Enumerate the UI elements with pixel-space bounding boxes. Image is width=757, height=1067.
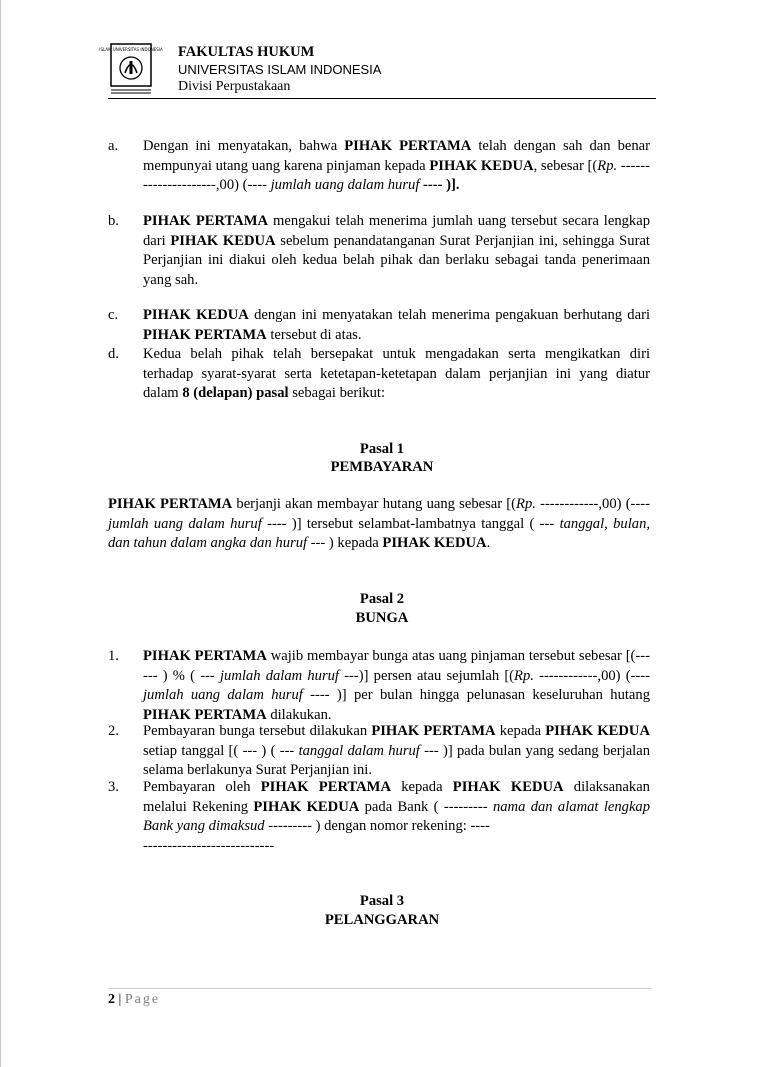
pasal-3-number: Pasal 3 [359,893,405,909]
page-footer [108,992,160,1008]
pasal-1-text: PIHAK PERTAMA berjanji akan membayar hutang uang sebesar [(Rp. ------------,00) (---- jumlah uang dalam huruf ---- )] tersebut selambat-lambatnya tanggal ( --- tanggal, bulan, dan tahun dalam angka dan huruf --- ) kepada PIHAK KEDUA. [108,496,651,551]
pasal-2-number: Pasal 2 [359,591,405,607]
university-logo [99,42,163,96]
faculty-name: FAKULTAS HUKUM [178,44,315,60]
logo-text: ISLAM UNIVERSITAS INDONESIA [99,47,163,52]
university-name: UNIVERSITAS ISLAM INDONESIA [178,62,382,77]
pasal-1-number: Pasal 1 [359,441,405,457]
division-name: Divisi Perpustakaan [178,79,291,94]
footer-divider [108,988,652,989]
item-label: b. [108,213,119,229]
item-label: 1. [108,648,119,664]
item-text: PIHAK PERTAMA wajib membayar bunga atas uang pinjaman tersebut sebesar [(------ ) % ( --- jumlah dalam huruf ---)] persen atau sejumlah [(Rp. ------------,00) (---- jumlah uang dalam huruf ---- )] per bulan hingga pelunasan keseluruhan hutang PIHAK PERTAMA dilakukan. [143,648,651,723]
item-label: c. [108,307,119,323]
page-number: 2 [108,992,115,1007]
item-text: Pembayaran bunga tersebut dilakukan PIHAK PERTAMA kepada PIHAK KEDUA setiap tanggal [( --- ) ( --- tanggal dalam huruf --- )] pada bulan yang sedang berjalan selama berlakunya Surat Perjanjian ini. [143,723,650,778]
item-text: PIHAK PERTAMA mengakui telah menerima jumlah uang tersebut secara lengkap dari PIHAK KEDUA sebelum penandatanganan Surat Perjanjian ini, sehingga Surat Perjanjian ini diakui oleh kedua belah pihak dan berlaku sebagai tanda penerimaan yang sah. [143,213,650,288]
item-text: Pembayaran oleh PIHAK PERTAMA kepada PIHAK KEDUA dilaksanakan melalui Rekening PIHAK KEDUA pada Bank ( --------- nama dan alamat lengkap Bank yang dimaksud --------- ) dengan nomor rekening: ---- --------------------------- [143,779,651,854]
item-text: Kedua belah pihak telah bersepakat untuk mengadakan serta mengikatkan diri terhadap syarat-syarat serta ketetapan-ketetapan dalam perjanjian ini yang diatur dalam 8 (delapan) pasal sebagai berikut: [143,346,650,401]
pasal-3-title: PELANGGARAN [324,912,440,928]
page-edge [0,0,1,1067]
letterhead [99,40,656,99]
page-separator: | [115,992,125,1007]
item-text: PIHAK KEDUA dengan ini menyatakan telah menerima pengakuan berhutang dari PIHAK PERTAMA tersebut di atas. [143,307,651,343]
pasal-2-title: BUNGA [355,610,409,626]
pasal-1-title: PEMBAYARAN [330,459,434,475]
item-label: 3. [108,779,119,795]
item-label: d. [108,346,119,362]
page-label: Page [124,992,161,1007]
item-label: 2. [108,723,119,739]
item-text: Dengan ini menyatakan, bahwa PIHAK PERTAMA telah dengan sah dan benar mempunyai utang uang karena pinjaman kepada PIHAK KEDUA, sebesar [(Rp. ---------------------,00) (---- jumlah uang dalam huruf ---- )]. [143,138,650,193]
item-label: a. [108,138,119,154]
